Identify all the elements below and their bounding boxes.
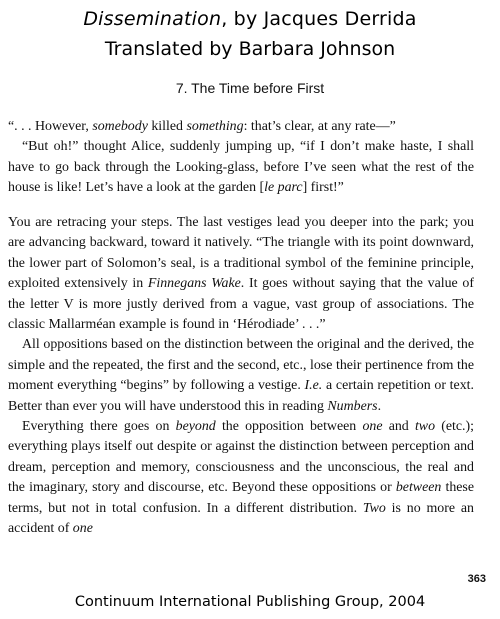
text-run-italic: one: [362, 419, 383, 435]
text-run-italic: somebody: [92, 119, 148, 134]
chapter-heading: 7. The Time before First: [175, 80, 325, 96]
title-italic: Dissemination: [83, 8, 222, 30]
text-run: Everything there goes on: [22, 419, 176, 435]
text-run: the opposition between: [215, 419, 363, 435]
text-run: . It goes without saying that the value of the letter V is more justly derived from a vague, vast group of associations. The classic Mallarméan example is found in ‘Hérodiade’ . . .”: [8, 276, 474, 333]
text-run: these terms, but not in total confusion. In a different distribution.: [8, 480, 474, 516]
text-run-italic: le parc: [264, 180, 303, 196]
text-run-italic: Numbers: [327, 398, 378, 414]
text-run: : that’s clear, at any rate—”: [243, 119, 396, 134]
title-author: , by Jacques Derrida: [221, 8, 417, 30]
text-run-italic: Finnegans Wake: [147, 276, 241, 292]
quote-paragraph-1: [8, 117, 474, 137]
text-run: “. . . However,: [8, 119, 93, 134]
text-run: killed: [147, 119, 187, 134]
text-run-italic: one: [72, 521, 93, 537]
publisher-footer: Continuum International Publishing Group, 2004: [74, 594, 426, 610]
text-run: You are retracing your steps. The last vestiges lead you deeper into the park; you are advancing backward, toward it natively. “The triangle with its point downward, the lower part of Solomon’s seal, is a traditional symbol of the feminine principle, exploited extensively in: [8, 215, 474, 292]
text-run-italic: I.e.: [304, 378, 323, 394]
body-paragraph-1: [8, 213, 474, 335]
text-run: “But oh!” thought Alice, suddenly jumping up, “if I don’t make haste, I shall have to go back through the Looking-glass, before I’ve seen what the rest of the house is like! Let’s have a look at the garden [: [8, 139, 474, 196]
translator-line: Translated by Barbara Johnson: [104, 38, 396, 60]
epigraph-quote: [8, 117, 474, 199]
body-paragraph-2: [8, 335, 474, 417]
text-run: (etc.); everything plays itself out despite or against the distinction between perception and dream, perception and memory, consciousness and the unconscious, the real and the imaginary, story and discourse, etc. Beyond these oppositions or: [8, 419, 474, 496]
book-title: [0, 8, 500, 30]
text-run: .: [377, 398, 382, 414]
body-paragraph-3: [8, 417, 474, 539]
text-run-italic: beyond: [175, 419, 216, 435]
quote-paragraph-2: [8, 137, 474, 198]
text-run-italic: two: [414, 419, 436, 435]
text-run: a certain repetition or text. Better than ever you will have understood this in reading: [8, 378, 474, 414]
text-run-italic: Two: [362, 500, 386, 516]
main-text: [8, 213, 474, 540]
text-run-italic: between: [395, 480, 442, 496]
text-run: ] first!”: [302, 180, 344, 196]
text-run: and: [382, 419, 415, 435]
page-number: 363: [467, 573, 486, 585]
text-run-italic: something: [186, 119, 244, 134]
text-run: All oppositions based on the distinction between the original and the derived, the simple and the repeated, the first and the second, etc., lose their pertinence from the moment everything “begins” by following a vestige.: [8, 337, 474, 394]
text-run: is no more an accident of: [8, 500, 474, 537]
